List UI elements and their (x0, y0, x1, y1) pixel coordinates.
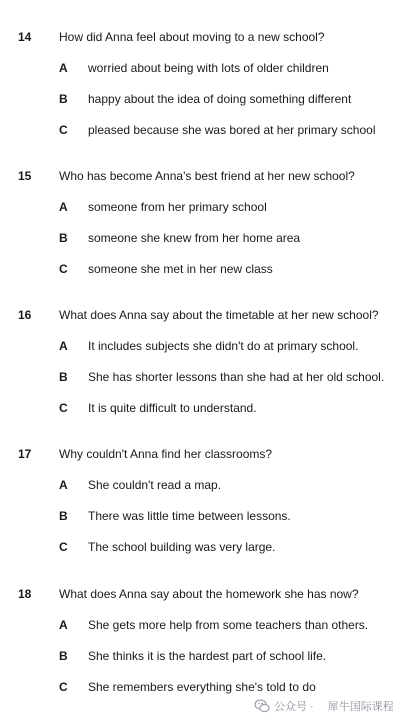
question-stem (0, 29, 417, 45)
option-letter: C (59, 401, 68, 415)
option-c (0, 122, 417, 138)
wechat-icon (254, 698, 270, 714)
option-letter: A (59, 339, 68, 353)
option-text: someone she knew from her home area (88, 231, 301, 245)
option-text: someone she met in her new class (88, 262, 273, 276)
option-b (0, 91, 417, 107)
option-letter: A (59, 61, 68, 75)
option-letter: B (59, 92, 68, 106)
option-letter: A (59, 200, 68, 214)
question-stem (0, 446, 417, 462)
option-b (0, 648, 417, 664)
question-number: 15 (18, 169, 32, 183)
question-text: What does Anna say about the timetable at her new school? (59, 308, 379, 322)
option-a (0, 617, 417, 633)
option-a (0, 60, 417, 76)
option-a (0, 477, 417, 493)
question-text: Why couldn't Anna find her classrooms? (59, 447, 273, 461)
option-text: It is quite difficult to understand. (88, 401, 257, 415)
watermark-account-prefix: 公众号 · (274, 701, 314, 713)
option-text: She thinks it is the hardest part of school life. (88, 649, 327, 663)
option-text: She remembers everything she's told to do (88, 680, 316, 694)
option-text: someone from her primary school (88, 200, 267, 214)
option-text: She couldn't read a map. (88, 478, 222, 492)
question-text: What does Anna say about the homework she has now? (59, 587, 359, 601)
question-number: 17 (18, 447, 32, 461)
question-number: 14 (18, 30, 32, 44)
option-text: worried about being with lots of older children (88, 61, 329, 75)
option-a (0, 199, 417, 215)
option-c (0, 539, 417, 555)
option-text: It includes subjects she didn't do at primary school. (88, 339, 359, 353)
option-text: She has shorter lessons than she had at her old school. (88, 370, 385, 384)
option-a (0, 338, 417, 354)
question-number: 16 (18, 308, 32, 322)
watermark-account-name: 犀牛国际课程 (327, 701, 394, 713)
option-b (0, 230, 417, 246)
option-text: happy about the idea of doing something different (88, 92, 352, 106)
option-letter: B (59, 649, 68, 663)
option-b (0, 508, 417, 524)
option-letter: A (59, 478, 68, 492)
option-letter: C (59, 540, 68, 554)
watermark (254, 696, 414, 716)
option-letter: B (59, 509, 68, 523)
option-letter: C (59, 123, 68, 137)
question-stem (0, 586, 417, 602)
option-text: She gets more help from some teachers than others. (88, 618, 369, 632)
option-c (0, 400, 417, 416)
question-text: How did Anna feel about moving to a new school? (59, 30, 325, 44)
option-letter: A (59, 618, 68, 632)
option-text: There was little time between lessons. (88, 509, 291, 523)
option-letter: C (59, 262, 68, 276)
option-c (0, 261, 417, 277)
question-stem (0, 307, 417, 323)
option-text: The school building was very large. (88, 540, 276, 554)
option-letter: C (59, 680, 68, 694)
option-text: pleased because she was bored at her primary school (88, 123, 376, 137)
question-number: 18 (18, 587, 32, 601)
option-letter: B (59, 231, 68, 245)
question-text: Who has become Anna's best friend at her new school? (59, 169, 355, 183)
option-letter: B (59, 370, 68, 384)
question-stem (0, 168, 417, 184)
option-c (0, 679, 417, 695)
option-b (0, 369, 417, 385)
